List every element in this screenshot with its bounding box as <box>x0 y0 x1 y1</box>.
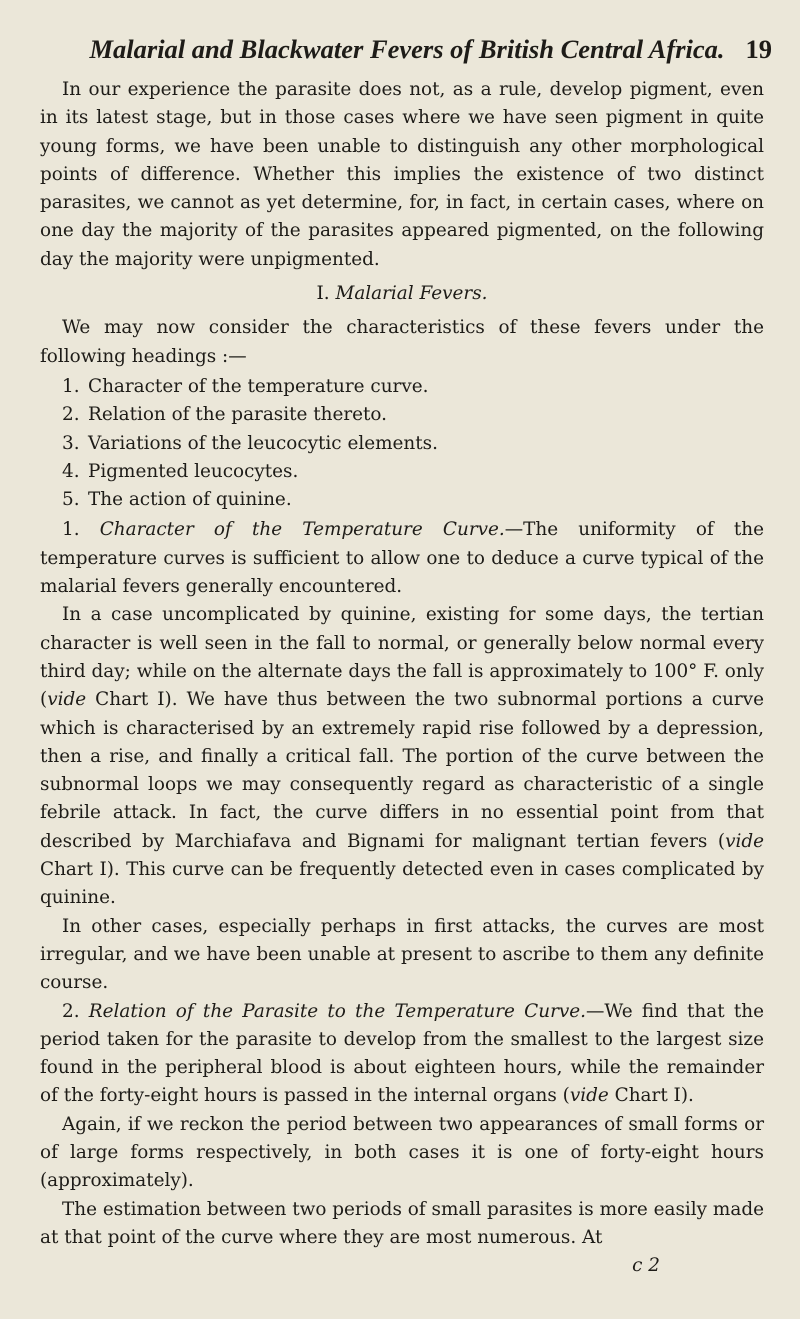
section-heading-title: Malarial Fevers. <box>335 283 488 305</box>
list-item: 2. Relation of the parasite thereto. <box>62 404 388 426</box>
paragraph-estimation: The estimation between two periods of small parasites is more easily made at that point of the curve where they are most numerous. At <box>40 1198 764 1248</box>
list-item: 3. Variations of the leucocytic elements. <box>62 432 438 454</box>
running-title: Malarial and Blackwater Fevers of British Central Africa. <box>89 34 725 64</box>
subsection-title: Character of the Temperature Curve. <box>99 519 505 541</box>
list-item: 4. Pigmented leucocytes. <box>62 460 299 482</box>
section-heading-number: I. <box>316 283 330 305</box>
book-page <box>40 32 772 1280</box>
headings-list <box>40 373 764 514</box>
paragraph-irregular-curves: In other cases, especially perhaps in first attacks, the curves are most irregular, and we have been unable at present to ascribe to them any definite course. <box>40 915 764 994</box>
list-item: 1. Character of the temperature curve. <box>62 375 429 397</box>
list-item: 5. The action of quinine. <box>62 489 292 511</box>
paragraph-headings-intro: We may now consider the characteristics of these fevers under the following headings :— <box>40 317 764 367</box>
paragraph-tertian: In a case uncomplicated by quinine, existing for some days, the tertian character is well seen in the fall to normal, or generally below normal every third day; while on the alternate days the fall is approximately to 100° F. only (vide Chart I). We have thus between the two subnormal portions a curve which is characterised by an extremely rapid rise followed by a depression, then a rise, and finally a critical fall. The portion of the curve between the subnormal loops we may consequently regard as characteristic of a single febrile attack. In fact, the curve differs in no essential point from that described by Marchiafava and Bignami for malignant tertian fevers (vide Chart I). This curve can be frequently detected even in cases complicated by quinine. <box>40 604 764 909</box>
signature-mark: c 2 <box>632 1255 660 1277</box>
page-number: 19 <box>745 34 772 64</box>
paragraph-parasite-relation: 2. Relation of the Parasite to the Temperature Curve.—We find that the period taken for the parasite to develop from the smallest to the largest size found in the peripheral blood is about eighteen hours, while the remainder of the forty-eight hours is passed in the internal organs (vide Chart I). <box>40 1000 764 1107</box>
paragraph-pigment: In our experience the parasite does not, as a rule, develop pigment, even in its latest stage, but in those cases where we have seen pigment in quite young forms, we have been unable to distinguish any other morphological points of difference. Whether this implies the existence of two distinct parasites, we cannot as yet determine, for, in fact, in certain cases, where on one day the majority of the parasites appeared pigmented, on the following day the majority were unpigmented. <box>40 79 764 270</box>
body-text <box>40 76 764 1252</box>
paragraph-temperature-curve: 1. Character of the Temperature Curve.—The uniformity of the temperature curves is sufficient to allow one to deduce a curve typical of the malarial fevers generally encountered. <box>40 519 764 598</box>
section-heading <box>40 280 764 308</box>
running-head <box>40 32 772 76</box>
subsection-title: Relation of the Parasite to the Temperature Curve. <box>88 1000 586 1022</box>
paragraph-forty-eight-hours: Again, if we reckon the period between two appearances of small forms or of large forms respectively, in both cases it is one of forty-eight hours (approximately). <box>40 1113 764 1192</box>
